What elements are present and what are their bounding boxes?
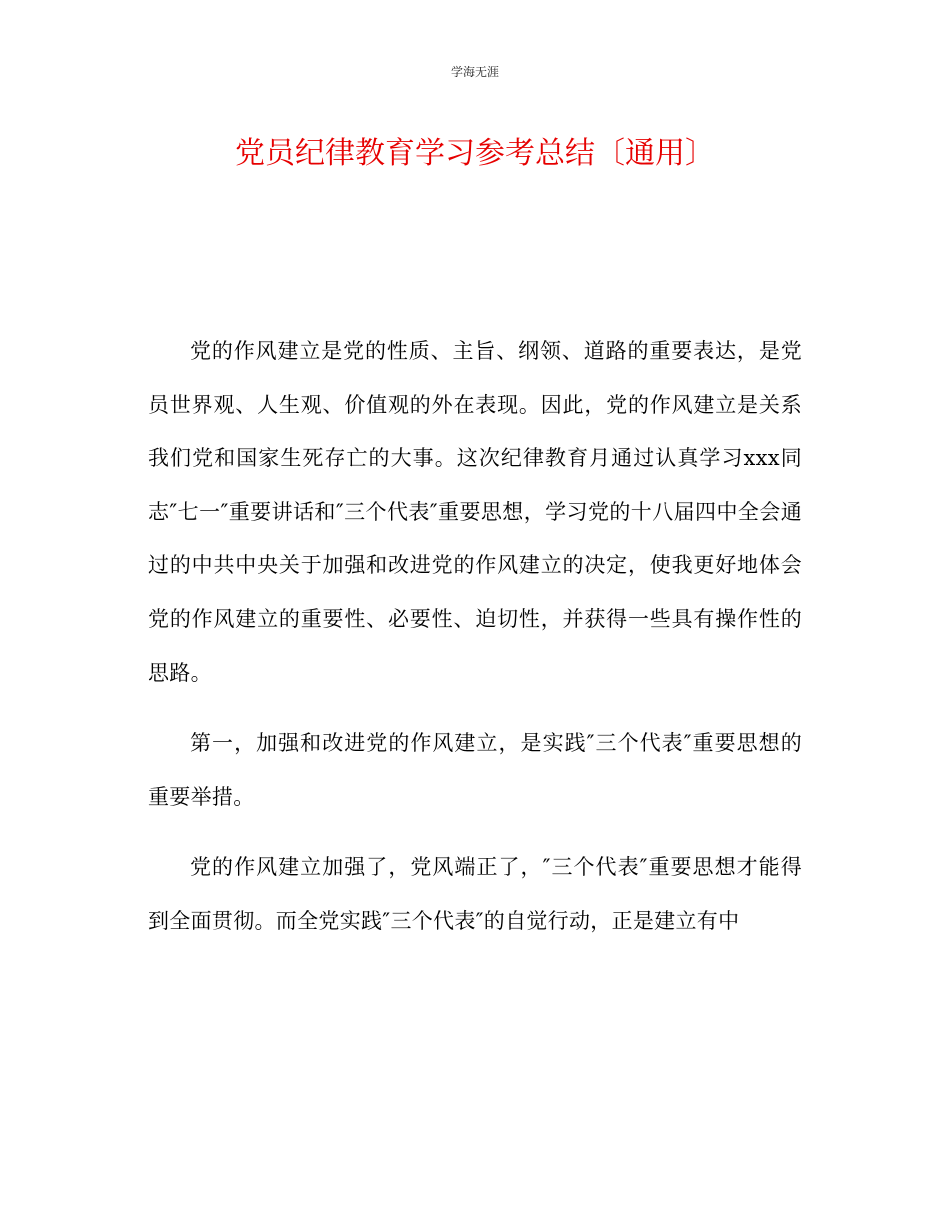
- body-paragraph: 党的作风建立加强了，党风端正了，″三个代表″重要思想才能得到全面贯彻。而全党实践″三个代表″的自觉行动，正是建立有中: [148, 855, 802, 933]
- document-title: 党员纪律教育学习参考总结〔通用〕: [235, 136, 715, 171]
- body-paragraph: 第一，加强和改进党的作风建立，是实践″三个代表″重要思想的重要举措。: [148, 731, 802, 809]
- document-body: [148, 325, 802, 966]
- body-paragraph: 党的作风建立是党的性质、主旨、纲领、道路的重要表达，是党员世界观、人生观、价值观的外在表现。因此，党的作风建立是关系我们党和国家生死存亡的大事。这次纪律教育月通过认真学习xxx同志″七一″重要讲话和″三个代表″重要思想，学习党的十八届四中全会通过的中共中央关于加强和改进党的作风建立的决定，使我更好地体会党的作风建立的重要性、必要性、迫切性，并获得一些具有操作性的思路。: [148, 339, 802, 685]
- page-header: 学海无涯: [450, 65, 499, 79]
